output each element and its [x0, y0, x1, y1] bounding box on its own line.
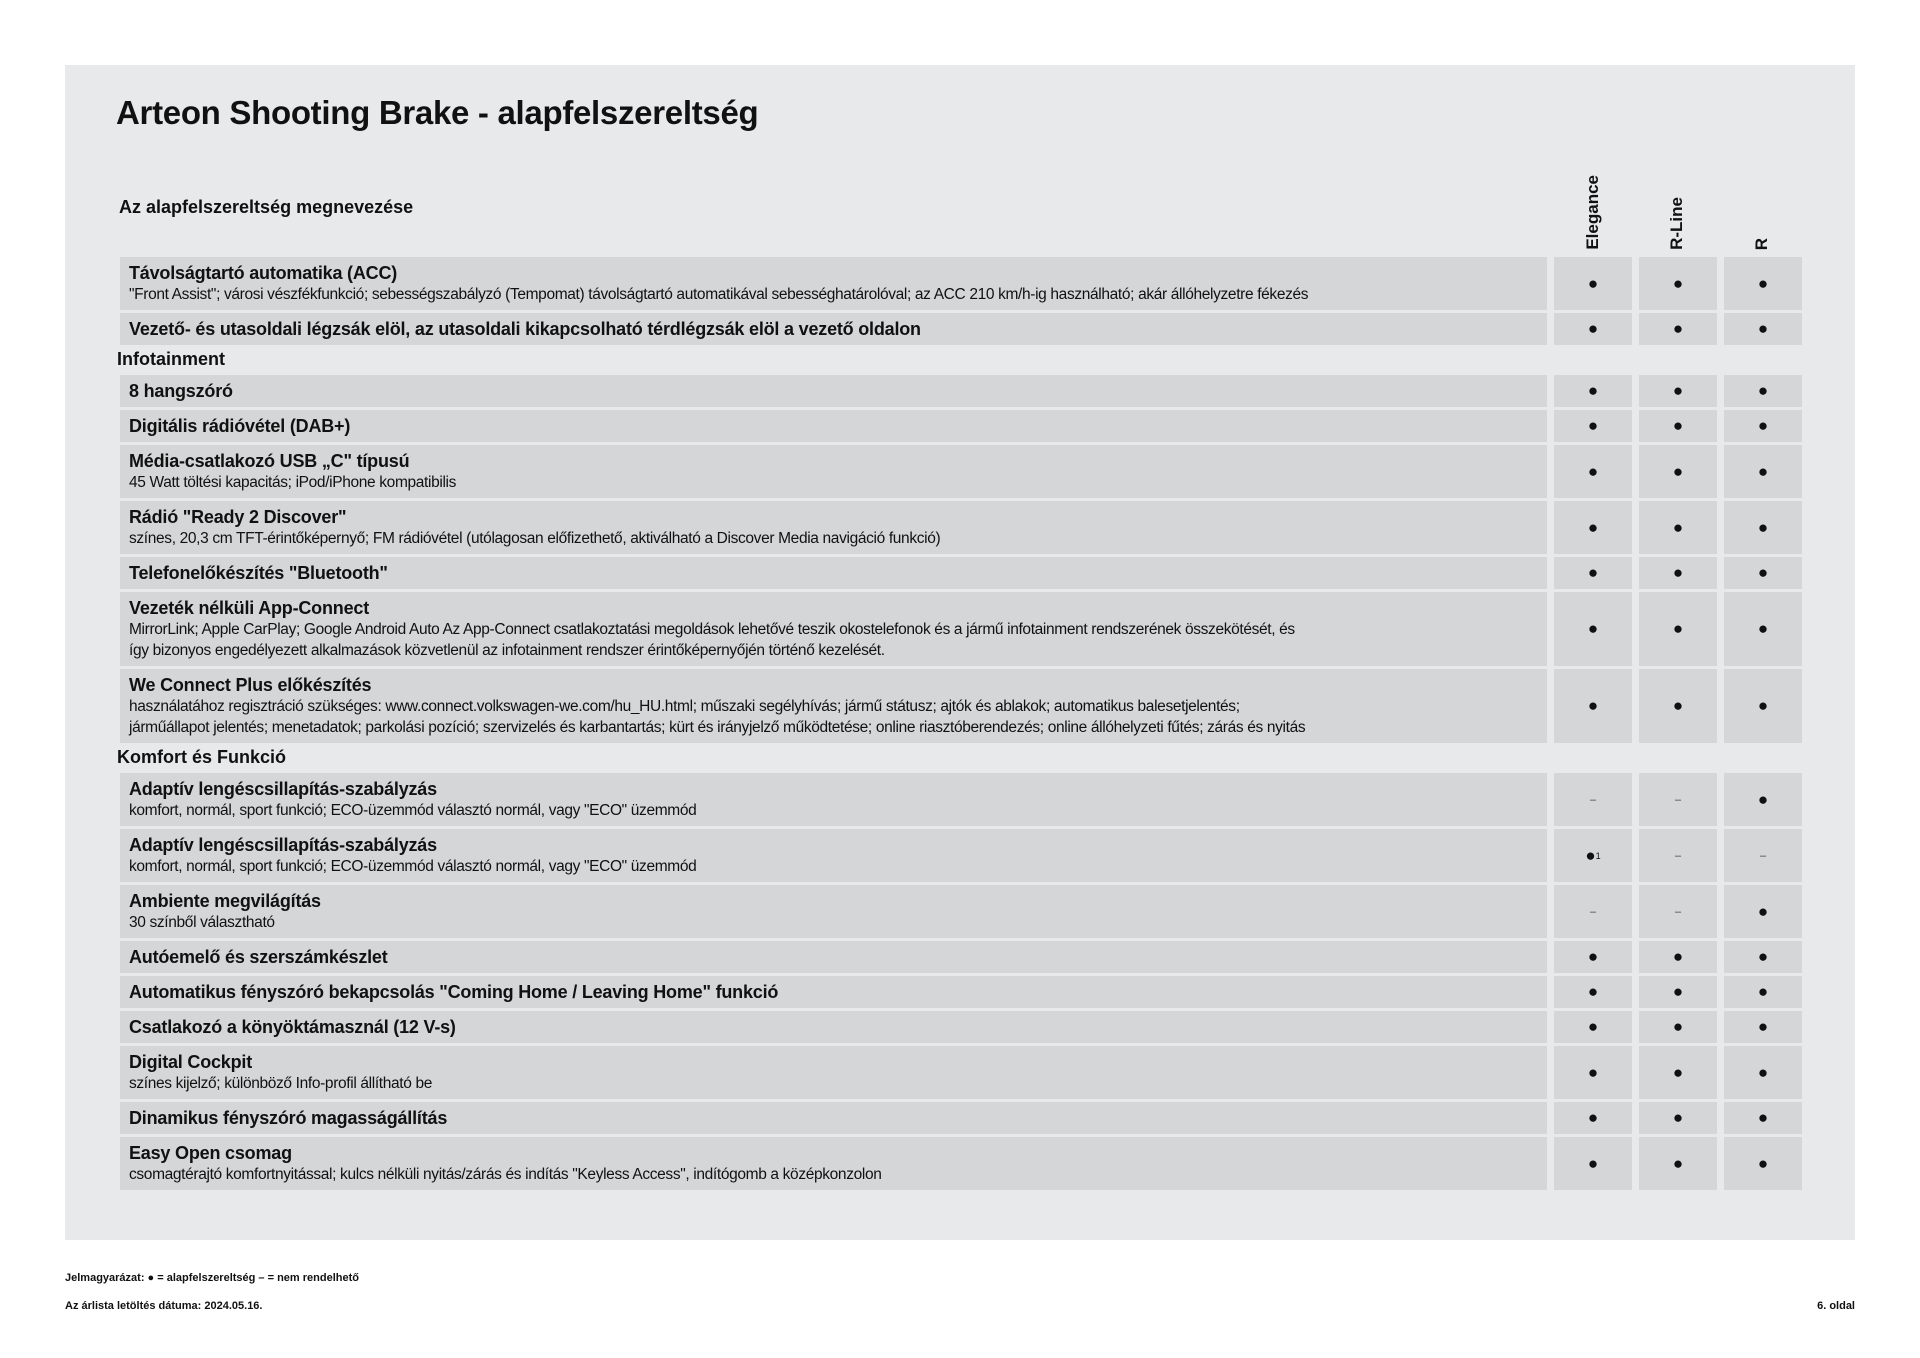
availability-cell-r-line — [1639, 1046, 1717, 1099]
availability-cell-r — [1724, 976, 1802, 1008]
trim-label: Elegance — [1583, 175, 1602, 250]
standard-dot-icon: ● — [1587, 1062, 1599, 1082]
standard-dot-icon: ● — [1757, 619, 1769, 638]
standard-dot-icon: ● — [1757, 273, 1769, 293]
availability-cell-elegance — [1554, 445, 1632, 498]
availability-cell-r-line — [1639, 773, 1717, 826]
availability-cell-r-line — [1639, 1137, 1717, 1190]
standard-dot-icon: ● — [1587, 273, 1599, 293]
section-heading: Infotainment — [117, 349, 225, 369]
equipment-table — [117, 257, 1804, 1190]
availability-cell-r-line — [1639, 410, 1717, 442]
feature-description: 45 Watt töltési kapacitás; iPod/iPhone kompatibilis — [129, 474, 457, 491]
availability-cell-r — [1724, 257, 1802, 310]
standard-dot-icon: ● — [1757, 1153, 1769, 1173]
standard-dot-icon: ● — [1672, 273, 1684, 293]
standard-dot-icon: ● — [1672, 1017, 1684, 1036]
availability-cell-r — [1724, 501, 1802, 554]
feature-cell — [120, 976, 1547, 1008]
feature-cell — [120, 1137, 1547, 1190]
standard-dot-icon: ● — [1672, 1153, 1684, 1173]
table-row — [120, 445, 1804, 498]
trim-label: R-Line — [1667, 197, 1686, 250]
standard-dot-icon: ● — [1672, 1108, 1684, 1127]
feature-cell — [120, 669, 1547, 743]
availability-cell-r — [1724, 592, 1802, 666]
availability-cell-r — [1724, 1046, 1802, 1099]
availability-cell-elegance — [1554, 1137, 1632, 1190]
standard-dot-icon: ● — [1757, 563, 1769, 582]
feature-name: Média-csatlakozó USB „C" típusú — [129, 451, 410, 471]
availability-cell-r-line — [1639, 669, 1717, 743]
standard-dot-icon: ● — [1757, 901, 1769, 921]
section-heading: Komfort és Funkció — [117, 747, 287, 767]
standard-dot-icon: ● — [1757, 789, 1769, 809]
feature-name: Rádió "Ready 2 Discover" — [129, 507, 347, 527]
feature-name: Távolságtartó automatika (ACC) — [129, 263, 398, 283]
feature-cell — [120, 410, 1547, 442]
not-available-dash: – — [1759, 849, 1767, 862]
standard-dot-icon: ● — [1672, 416, 1684, 435]
feature-cell — [120, 257, 1547, 310]
standard-dot-icon: ● — [1757, 1017, 1769, 1036]
availability-cell-elegance — [1554, 773, 1632, 826]
feature-description: használatához regisztráció szükséges: www.connect.volkswagen-we.com/hu_HU.html; műszaki segélyhívás; jármű státusz; ajtók és ablakok; automatikus balesetjelentés; járműállapot jelentés; menetadatok; parkolási pozíció; szervizelés és karbantartás; kürt és irányjelző működtetése; online riasztóberendezés; online állóhelyzeti fűtés; zárás és nyitás — [129, 698, 1306, 736]
legend: Jelmagyarázat: ● = alapfelszereltség – = nem rendelhető — [65, 1272, 359, 1284]
standard-dot-icon: ● — [1587, 1017, 1599, 1036]
feature-cell — [120, 557, 1547, 589]
footnote-marker: 1 — [1595, 850, 1601, 861]
download-date: Az árlista letöltés dátuma: 2024.05.16. — [65, 1300, 263, 1312]
feature-cell — [120, 313, 1547, 345]
feature-name: Adaptív lengéscsillapítás-szabályzás — [129, 779, 437, 799]
availability-cell-r — [1724, 313, 1802, 345]
standard-dot-icon: ● — [1757, 517, 1769, 537]
availability-cell-r-line — [1639, 829, 1717, 882]
availability-cell-elegance — [1554, 257, 1632, 310]
availability-cell-r — [1724, 941, 1802, 973]
availability-cell-elegance — [1554, 669, 1632, 743]
table-row — [120, 773, 1804, 826]
table-row — [120, 1102, 1804, 1134]
availability-cell-r-line — [1639, 976, 1717, 1008]
availability-cell-r-line — [1639, 375, 1717, 407]
table-row — [120, 313, 1804, 345]
availability-cell-r — [1724, 885, 1802, 938]
availability-cell-r — [1724, 1011, 1802, 1043]
not-available-dash: – — [1674, 905, 1682, 918]
feature-cell — [120, 501, 1547, 554]
feature-cell — [120, 1102, 1547, 1134]
feature-description: csomagtérajtó komfortnyitással; kulcs nélküli nyitás/zárás és indítás "Keyless Access", indítógomb a középkonzolon — [129, 1166, 882, 1183]
availability-cell-elegance — [1554, 1046, 1632, 1099]
table-row — [120, 829, 1804, 882]
standard-dot-icon: ● — [1587, 1108, 1599, 1127]
feature-cell — [120, 445, 1547, 498]
trim-header-r — [1723, 170, 1801, 250]
feature-cell — [120, 829, 1547, 882]
feature-name: We Connect Plus előkészítés — [129, 675, 372, 695]
feature-name: Automatikus fényszóró bekapcsolás "Coming Home / Leaving Home" funkció — [129, 982, 779, 1002]
page-number: 6. oldal — [1817, 1300, 1855, 1312]
feature-description: "Front Assist"; városi vészfékfunkció; sebességszabályzó (Tempomat) távolságtartó automatikával sebességhatárolóval; az ACC 210 km/h-ig használható; akár állóhelyzetre fékezés — [129, 286, 1309, 303]
availability-cell-elegance — [1554, 557, 1632, 589]
feature-name: Digitális rádióvétel (DAB+) — [129, 416, 351, 436]
page-title: Arteon Shooting Brake - alapfelszereltség — [116, 94, 759, 131]
standard-dot-icon: ● — [1672, 563, 1684, 582]
availability-cell-elegance — [1554, 410, 1632, 442]
trim-header-elegance — [1554, 170, 1632, 250]
availability-cell-r-line — [1639, 1011, 1717, 1043]
table-row — [120, 410, 1804, 442]
standard-dot-icon: ● — [1757, 1062, 1769, 1082]
trim-header-r-line — [1638, 170, 1716, 250]
feature-name: Telefonelőkészítés "Bluetooth" — [129, 563, 388, 583]
table-row — [120, 1137, 1804, 1190]
availability-cell-r-line — [1639, 313, 1717, 345]
availability-cell-elegance — [1554, 976, 1632, 1008]
table-row — [120, 375, 1804, 407]
standard-dot-icon: ● — [1672, 1062, 1684, 1082]
feature-description: MirrorLink; Apple CarPlay; Google Android Auto Az App-Connect csatlakoztatási megoldások lehetővé teszik okostelefonok és a jármű infotainment rendszerének összekötését, és így bizonyos engedélyezett alkalmazások közvetlenül az infotainment rendszer érintőképernyőjén történő kezelését. — [129, 621, 1295, 659]
standard-dot-icon: ● — [1587, 982, 1599, 1001]
standard-dot-icon: ● — [1587, 319, 1599, 338]
feature-name: Autóemelő és szerszámkészlet — [129, 947, 388, 967]
standard-dot-icon: ● — [1587, 461, 1599, 481]
availability-cell-elegance — [1554, 885, 1632, 938]
not-available-dash: – — [1674, 849, 1682, 862]
standard-dot-icon: ● — [1672, 461, 1684, 481]
standard-dot-icon: ● — [1757, 1108, 1769, 1127]
availability-cell-r — [1724, 445, 1802, 498]
standard-dot-icon: ● — [1757, 381, 1769, 400]
standard-dot-icon: ● — [1672, 517, 1684, 537]
standard-dot-icon: ● — [1672, 696, 1684, 715]
standard-dot-icon: ● — [1757, 982, 1769, 1001]
feature-cell — [120, 773, 1547, 826]
availability-cell-r — [1724, 375, 1802, 407]
feature-cell — [120, 375, 1547, 407]
standard-dot-icon: ● — [1672, 619, 1684, 638]
standard-dot-icon: ● — [1587, 416, 1599, 435]
standard-dot-icon: ● — [1757, 416, 1769, 435]
availability-cell-r-line — [1639, 885, 1717, 938]
availability-cell-elegance — [1554, 313, 1632, 345]
standard-dot-icon: ● — [1587, 517, 1599, 537]
feature-name: Easy Open csomag — [129, 1143, 292, 1163]
table-row — [120, 501, 1804, 554]
availability-cell-r — [1724, 1137, 1802, 1190]
standard-dot-icon: ● — [1587, 947, 1599, 966]
trim-label: R — [1752, 237, 1771, 250]
standard-dot-icon: ● — [1757, 461, 1769, 481]
standard-dot-icon: ● — [1672, 947, 1684, 966]
standard-dot-icon: ● — [1587, 563, 1599, 582]
availability-cell-r-line — [1639, 445, 1717, 498]
feature-name: Vezető- és utasoldali légzsák elöl, az utasoldali kikapcsolható térdlégzsák elöl a vezető oldalon — [129, 319, 921, 339]
feature-name: Ambiente megvilágítás — [129, 891, 321, 911]
standard-dot-icon: ● — [1587, 696, 1599, 715]
availability-cell-r-line — [1639, 501, 1717, 554]
feature-description: komfort, normál, sport funkció; ECO-üzemmód választó normál, vagy "ECO" üzemmód — [129, 858, 697, 875]
standard-dot-icon: ● — [1587, 619, 1599, 638]
standard-dot-icon: ● — [1585, 845, 1596, 865]
not-available-dash: – — [1674, 793, 1682, 806]
availability-cell-elegance — [1554, 375, 1632, 407]
standard-dot-icon: ● — [1587, 381, 1599, 400]
availability-cell-r — [1724, 1102, 1802, 1134]
standard-dot-icon: ● — [1757, 319, 1769, 338]
availability-cell-r — [1724, 557, 1802, 589]
feature-cell — [120, 592, 1547, 666]
availability-cell-r-line — [1639, 1102, 1717, 1134]
availability-cell-r — [1724, 410, 1802, 442]
feature-description: színes kijelző; különböző Info-profil állítható be — [129, 1075, 433, 1092]
feature-cell — [120, 941, 1547, 973]
availability-cell-r — [1724, 669, 1802, 743]
standard-dot-icon: ● — [1672, 982, 1684, 1001]
availability-cell-elegance — [1554, 501, 1632, 554]
table-row — [120, 669, 1804, 743]
table-row — [120, 1046, 1804, 1099]
table-row — [120, 885, 1804, 938]
availability-cell-r-line — [1639, 941, 1717, 973]
feature-column-header: Az alapfelszereltség megnevezése — [119, 197, 414, 217]
feature-cell — [120, 885, 1547, 938]
table-row — [120, 941, 1804, 973]
feature-name: Digital Cockpit — [129, 1052, 253, 1072]
availability-cell-r — [1724, 829, 1802, 882]
feature-description: komfort, normál, sport funkció; ECO-üzemmód választó normál, vagy "ECO" üzemmód — [129, 802, 697, 819]
standard-dot-icon: ● — [1672, 381, 1684, 400]
table-row — [120, 976, 1804, 1008]
table-row — [120, 592, 1804, 666]
feature-name: Dinamikus fényszóró magasságállítás — [129, 1108, 448, 1128]
availability-cell-elegance — [1554, 1011, 1632, 1043]
table-row — [120, 257, 1804, 310]
table-row — [120, 557, 1804, 589]
feature-name: Adaptív lengéscsillapítás-szabályzás — [129, 835, 437, 855]
feature-name: Csatlakozó a könyöktámasznál (12 V-s) — [129, 1017, 456, 1037]
standard-dot-icon: ● — [1672, 319, 1684, 338]
standard-dot-icon: ● — [1757, 947, 1769, 966]
feature-cell — [120, 1011, 1547, 1043]
availability-cell-r-line — [1639, 592, 1717, 666]
standard-dot-icon: ● — [1587, 1153, 1599, 1173]
not-available-dash: – — [1589, 905, 1597, 918]
feature-name: Vezeték nélküli App-Connect — [129, 598, 369, 618]
feature-name: 8 hangszóró — [129, 381, 233, 401]
availability-cell-elegance — [1554, 829, 1632, 882]
table-row — [120, 1011, 1804, 1043]
availability-cell-r-line — [1639, 557, 1717, 589]
availability-cell-r-line — [1639, 257, 1717, 310]
feature-description: színes, 20,3 cm TFT-érintőképernyő; FM rádióvétel (utólagosan előfizethető, aktiválható a Discover Media navigáció funkció) — [129, 530, 941, 547]
availability-cell-elegance — [1554, 1102, 1632, 1134]
availability-cell-r — [1724, 773, 1802, 826]
availability-cell-elegance — [1554, 592, 1632, 666]
availability-cell-elegance — [1554, 941, 1632, 973]
not-available-dash: – — [1589, 793, 1597, 806]
feature-description: 30 színből választható — [129, 914, 275, 931]
standard-dot-icon: ● — [1757, 696, 1769, 715]
feature-cell — [120, 1046, 1547, 1099]
